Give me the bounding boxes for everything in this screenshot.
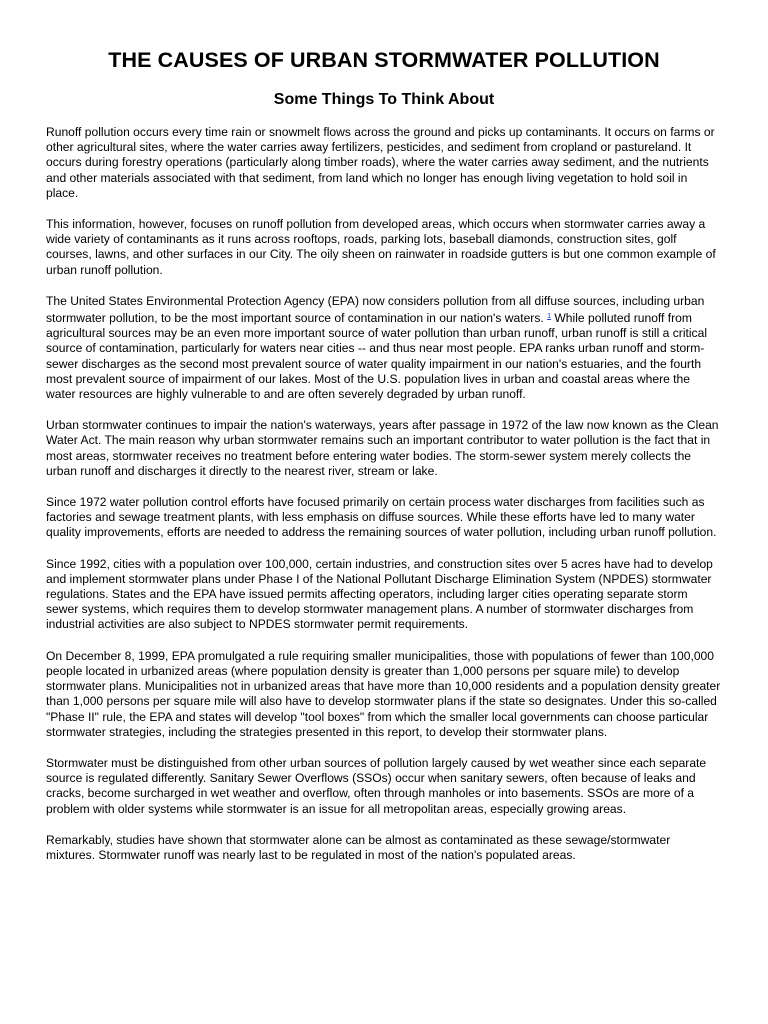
paragraph-clean-water-act: Urban stormwater continues to impair the nation's waterways, years after passage in 1972 of the law now known as the Clean Water Act. The main reason why urban stormwater remains such an important contributor to water pollution is the fact that in most areas, stormwater receives no treatment before entering water bodies. The storm-sewer system merely collects the urban runoff and discharges it directly to the nearest river, stream or lake. (46, 418, 719, 478)
paragraph-developed-areas: This information, however, focuses on runoff pollution from developed areas, which occurs when stormwater carries away a wide variety of contaminants as it runs across rooftops, roads, parking lots, baseball diamonds, construction sites, golf courses, lawns, and other surfaces in our City. The oily sheen on rainwater in roadside gutters is but one common example of urban runoff pollution. (46, 217, 716, 277)
paragraph-runoff-sources: Runoff pollution occurs every time rain or snowmelt flows across the ground and picks up contaminants. It occurs on farms or other agricultural sites, where the water carries away fertilizers, pesticides, and sediment from cropland or pastureland. It occurs during forestry operations (particularly along timber roads), where the water carries away sediment, and the nutrients and other materials associated with that sediment, from land which no longer has enough living vegetation to hold soil in place. (46, 125, 715, 200)
paragraph-control-efforts: Since 1972 water pollution control efforts have focused primarily on certain process water discharges from facilities such as factories and sewage treatment plants, with less emphasis on diffuse sources. While these efforts have led to many water quality improvements, efforts are needed to address the remaining sources of water pollution, including urban runoff pollution. (46, 495, 717, 540)
paragraph-epa-ranking (46, 294, 722, 402)
paragraph-epa-text-after: While polluted runoff from agricultural sources may be an even more important source of water pollution than urban runoff, urban runoff is still a critical source of contamination, particularly for waters near cities -- and thus near most people. EPA ranks urban runoff and storm-sewer discharges as the second most prevalent source of water quality impairment in our nation's estuaries, and the fourth most prevalent source of impairment of our lakes. Most of the U.S. population lives in urban and coastal areas where the water resources are highly vulnerable to and are often severely degraded by urban runoff. (46, 311, 708, 402)
paragraph-epa-text-before: The United States Environmental Protection Agency (EPA) now considers pollution from all diffuse sources, including urban stormwater pollution, to be the most important source of contamination in our nation's waters. (46, 293, 705, 326)
paragraph-contamination-studies: Remarkably, studies have shown that stormwater alone can be almost as contaminated as these sewage/stormwater mixtures. Stormwater runoff was nearly last to be regulated in most of the nation's populated areas. (46, 832, 671, 862)
footnote-link[interactable]: 1 (547, 313, 552, 321)
page-subtitle: Some Things To Think About (273, 91, 495, 108)
paragraph-sanitary-overflows: Stormwater must be distinguished from other urban sources of pollution largely caused by wet weather since each separate source is regulated differently. Sanitary Sewer Overflows (SSOs) occur when sanitary sewers, often because of leaks and cracks, become surcharged in wet weather and overflow, often through manholes or into basements. SSOs are more of a problem with older systems while stormwater is an issue for all metropolitan areas, especially growing areas. (46, 755, 707, 816)
page-title: THE CAUSES OF URBAN STORMWATER POLLUTION (108, 48, 660, 72)
paragraph-phase-one: Since 1992, cities with a population over 100,000, certain industries, and construction sites over 5 acres have had to develop and implement stormwater plans under Phase I of the National Pollutant Discharge Elimination System (NPDES) stormwater regulations. States and the EPA have issued permits affecting operators, including larger cities operating separate storm sewer systems, which requires them to develop stormwater management plans. A number of stormwater discharges from industrial activities are also subject to NPDES stormwater permit requirements. (46, 556, 713, 632)
paragraph-phase-two: On December 8, 1999, EPA promulgated a rule requiring smaller municipalities, those with populations of fewer than 100,000 people located in urbanized areas (where population density is greater than 1,000 persons per square mile) to develop stormwater plans. Municipalities not in urbanized areas that have more than 10,000 residents and a population density greater than 1,000 persons per square mile will also have to develop stormwater plans if the state so designates. Under this so-called "Phase II" rule, the EPA and states will develop "tool boxes" from which the smaller local governments can choose particular stormwater strategies, including the strategies presented in this report, to develop their stormwater plans. (46, 648, 721, 739)
